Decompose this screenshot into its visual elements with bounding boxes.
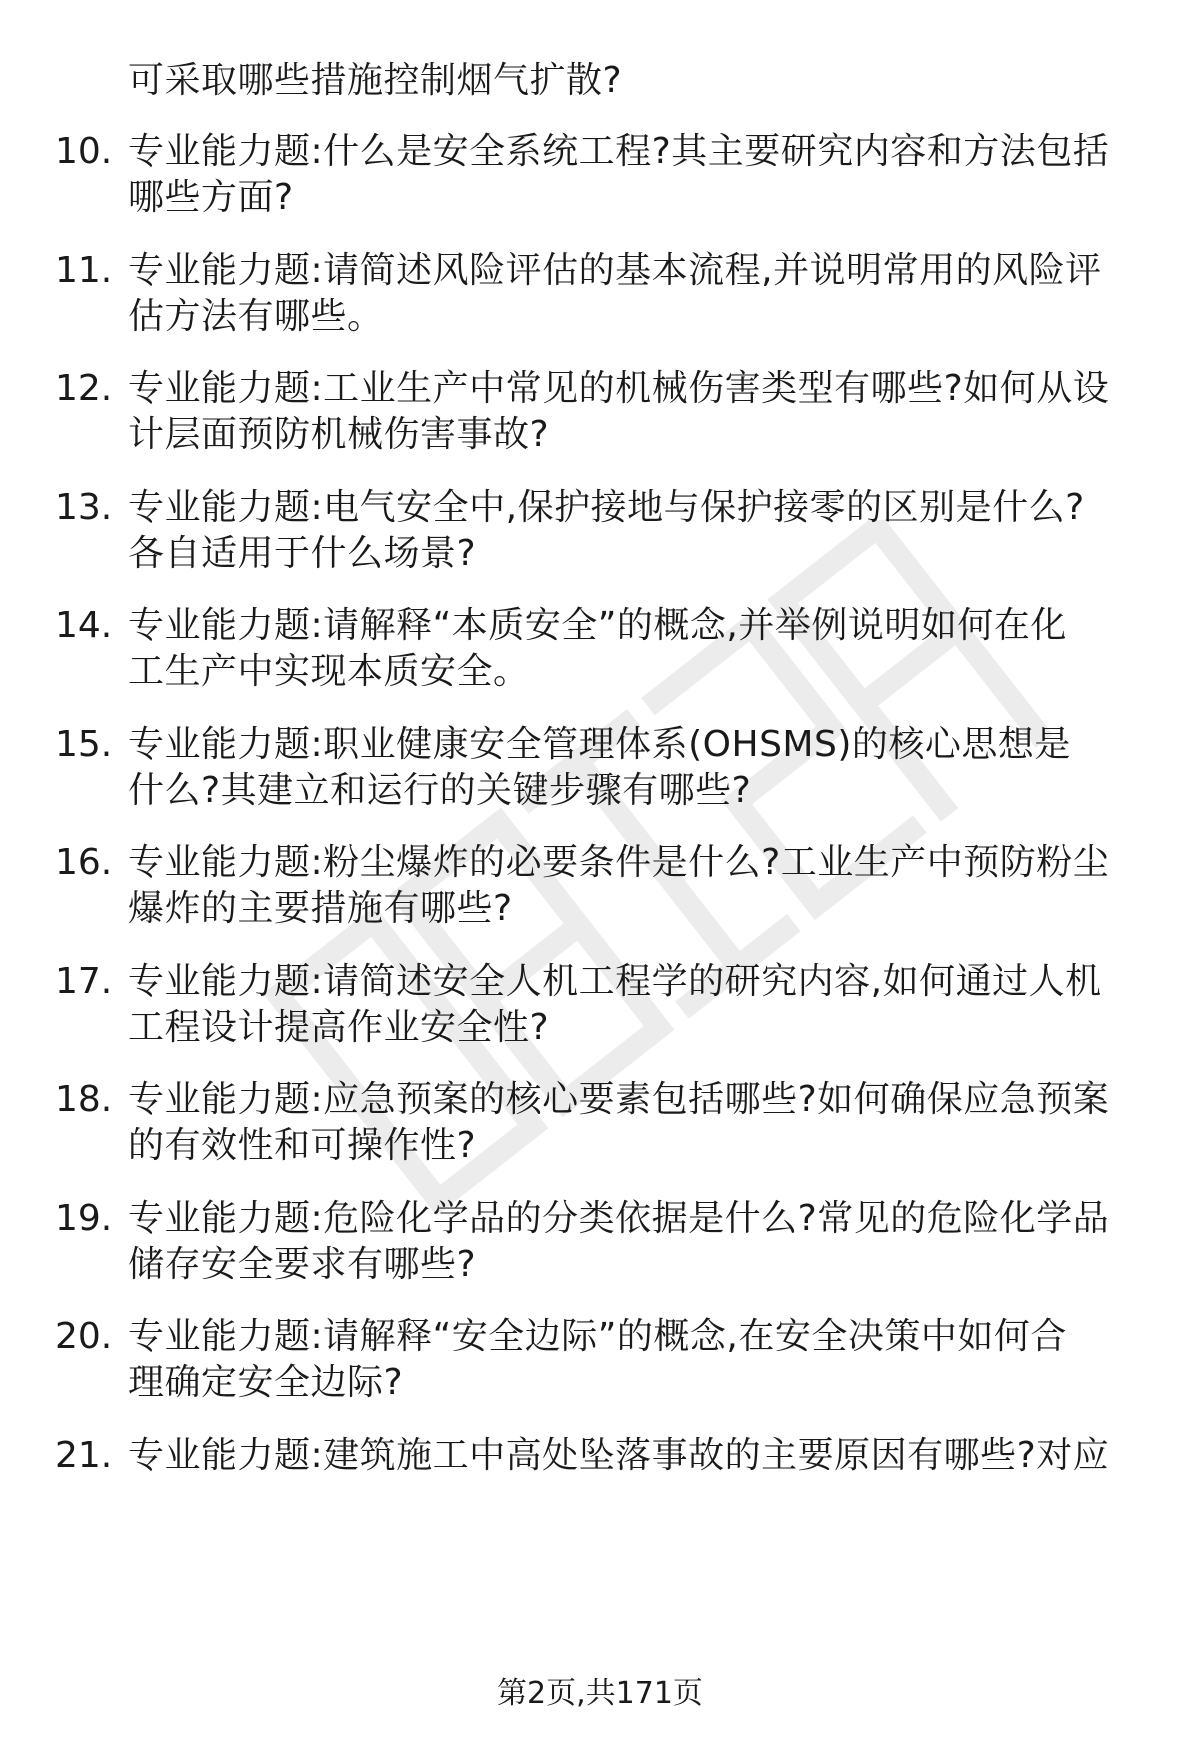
continuation-line: 可采取哪些措施控制烟气扩散?: [128, 60, 623, 101]
item-text-line: 各自适用于什么场景?: [128, 533, 477, 574]
item-number: 17.: [55, 961, 113, 1002]
item-number: 14.: [55, 605, 113, 646]
item-text-line: 专业能力题:应急预案的核心要素包括哪些?如何确保应急预案: [128, 1079, 1110, 1120]
item-number: 15.: [55, 724, 113, 765]
item-text-line: 储存安全要求有哪些?: [128, 1244, 477, 1285]
item-text-line: 专业能力题:请简述安全人机工程学的研究内容,如何通过人机: [128, 961, 1102, 1002]
item-number: 13.: [55, 487, 113, 528]
item-text-line: 工程设计提高作业安全性?: [128, 1007, 550, 1048]
item-number: 12.: [55, 368, 113, 409]
item-number: 11.: [55, 250, 113, 291]
item-text-line: 专业能力题:危险化学品的分类依据是什么?常见的危险化学品: [128, 1198, 1110, 1239]
item-text-line: 计层面预防机械伤害事故?: [128, 414, 550, 455]
item-text-line: 专业能力题:建筑施工中高处坠落事故的主要原因有哪些?对应: [128, 1435, 1110, 1476]
item-number: 10.: [55, 131, 113, 172]
item-text-line: 专业能力题:什么是安全系统工程?其主要研究内容和方法包括: [128, 131, 1110, 172]
item-number: 19.: [55, 1198, 113, 1239]
item-number: 16.: [55, 842, 113, 883]
page-footer: 第2页,共171页: [497, 1676, 703, 1711]
item-text-line: 专业能力题:职业健康安全管理体系(OHSMS)的核心思想是: [128, 724, 1071, 765]
item-text-line: 爆炸的主要措施有哪些?: [128, 888, 513, 929]
item-number: 20.: [55, 1316, 113, 1357]
item-text-line: 专业能力题:粉尘爆炸的必要条件是什么?工业生产中预防粉尘: [128, 842, 1110, 883]
item-text-line: 什么?其建立和运行的关键步骤有哪些?: [128, 770, 752, 811]
item-text-line: 哪些方面?: [128, 177, 294, 218]
item-number: 21.: [55, 1435, 113, 1476]
item-text-line: 估方法有哪些。: [128, 296, 384, 337]
item-text-line: 的有效性和可操作性?: [128, 1125, 477, 1166]
item-text-line: 专业能力题:请解释“本质安全”的概念,并举例说明如何在化: [128, 605, 1067, 646]
item-text-line: 专业能力题:电气安全中,保护接地与保护接零的区别是什么?: [128, 487, 1085, 528]
item-text-line: 工生产中实现本质安全。: [128, 651, 530, 692]
item-text-line: 理确定安全边际?: [128, 1362, 404, 1403]
item-text-line: 专业能力题:请简述风险评估的基本流程,并说明常用的风险评: [128, 250, 1102, 291]
item-number: 18.: [55, 1079, 113, 1120]
item-text-line: 专业能力题:请解释“安全边际”的概念,在安全决策中如何合: [128, 1316, 1067, 1357]
item-text-line: 专业能力题:工业生产中常见的机械伤害类型有哪些?如何从设: [128, 368, 1110, 409]
